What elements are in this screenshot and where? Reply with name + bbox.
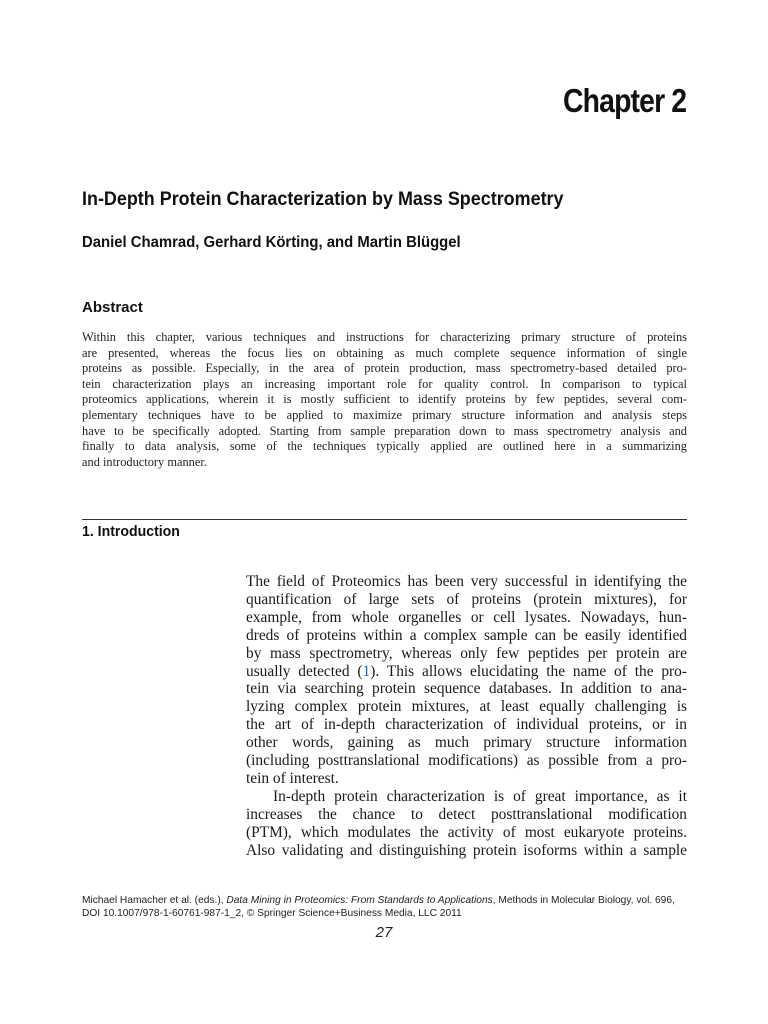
abstract-line: proteomics applications, wherein it is mostly sufficient to identify proteins by few peptides, several com-: [82, 392, 687, 407]
chapter-title: In-Depth Protein Characterization by Mass Spectrometry: [82, 188, 564, 210]
body-line: Also validating and distinguishing protein isoforms within a sample: [246, 841, 687, 859]
body-line: tein via searching protein sequence databases. In addition to ana-: [246, 680, 687, 698]
paragraph-start-line: In-depth protein characterization is of great importance, as it: [273, 787, 687, 805]
body-line-with-reference: [246, 663, 687, 681]
body-line: the art of in-depth characterization of individual proteins, or in: [246, 716, 687, 734]
abstract-body: [82, 330, 687, 470]
body-line: (PTM), which modulates the activity of most eukaryote proteins.: [246, 823, 687, 841]
body-line: example, from whole organelles or cell lysates. Nowadays, hun-: [246, 608, 687, 626]
body-text: usually detected (: [246, 662, 363, 680]
introduction-body: [246, 573, 687, 860]
abstract-line: and introductory manner.: [82, 454, 207, 469]
page-number: 27: [375, 924, 393, 941]
body-line: The field of Proteomics has been very successful in identifying the: [246, 573, 687, 590]
citation-line-2: DOI 10.1007/978-1-60761-987-1_2, © Springer Science+Business Media, LLC 2011: [82, 907, 462, 919]
body-text: ). This allows elucidating the name of the pro-: [370, 662, 688, 680]
citation-series: , Methods in Molecular Biology, vol. 696,: [492, 895, 675, 906]
citation-footer: [82, 895, 687, 921]
citation-book-title: Data Mining in Proteomics: From Standards to Applications: [226, 895, 493, 906]
abstract-line: plementary techniques have to be applied to maximize primary structure information and analysis steps: [82, 407, 687, 422]
abstract-line: are presented, whereas the focus lies on obtaining as much complete sequence information of single: [82, 345, 687, 360]
author-list: Daniel Chamrad, Gerhard Körting, and Martin Blüggel: [82, 234, 461, 251]
section-heading-introduction: 1. Introduction: [82, 523, 180, 540]
body-line: increases the chance to detect posttranslational modification: [246, 805, 687, 823]
abstract-heading: Abstract: [82, 299, 143, 316]
abstract-line: have to be specifically adopted. Starting from sample preparation down to mass spectrometry analysis and: [82, 423, 687, 438]
body-line: lyzing complex protein mixtures, at least equally challenging is: [246, 698, 687, 716]
abstract-line: Within this chapter, various techniques and instructions for characterizing primary structure of proteins: [82, 330, 687, 344]
citation-line-1: [82, 895, 687, 908]
abstract-line: tein characterization plays an increasing important role for quality control. In comparison to typical: [82, 376, 687, 391]
body-line: tein of interest.: [246, 769, 339, 787]
abstract-line: proteins as possible. Especially, in the area of protein production, mass spectrometry-based detailed pro-: [82, 361, 687, 376]
abstract-line: finally to data analysis, some of the techniques typically applied are outlined here in a summarizing: [82, 439, 687, 454]
citation-editors: Michael Hamacher et al. (eds.),: [82, 895, 227, 906]
chapter-label: Chapter 2: [562, 82, 686, 119]
body-line: other words, gaining as much primary structure information: [246, 734, 687, 752]
body-line: dreds of proteins within a complex sample can be easily identified: [246, 626, 687, 644]
body-line: quantification of large sets of proteins (protein mixtures), for: [246, 590, 687, 608]
reference-link[interactable]: 1: [362, 662, 371, 680]
body-line: (including posttranslational modifications) as possible from a pro-: [246, 752, 687, 770]
body-line: by mass spectrometry, whereas only few peptides per protein are: [246, 644, 687, 662]
section-divider: [82, 519, 687, 520]
